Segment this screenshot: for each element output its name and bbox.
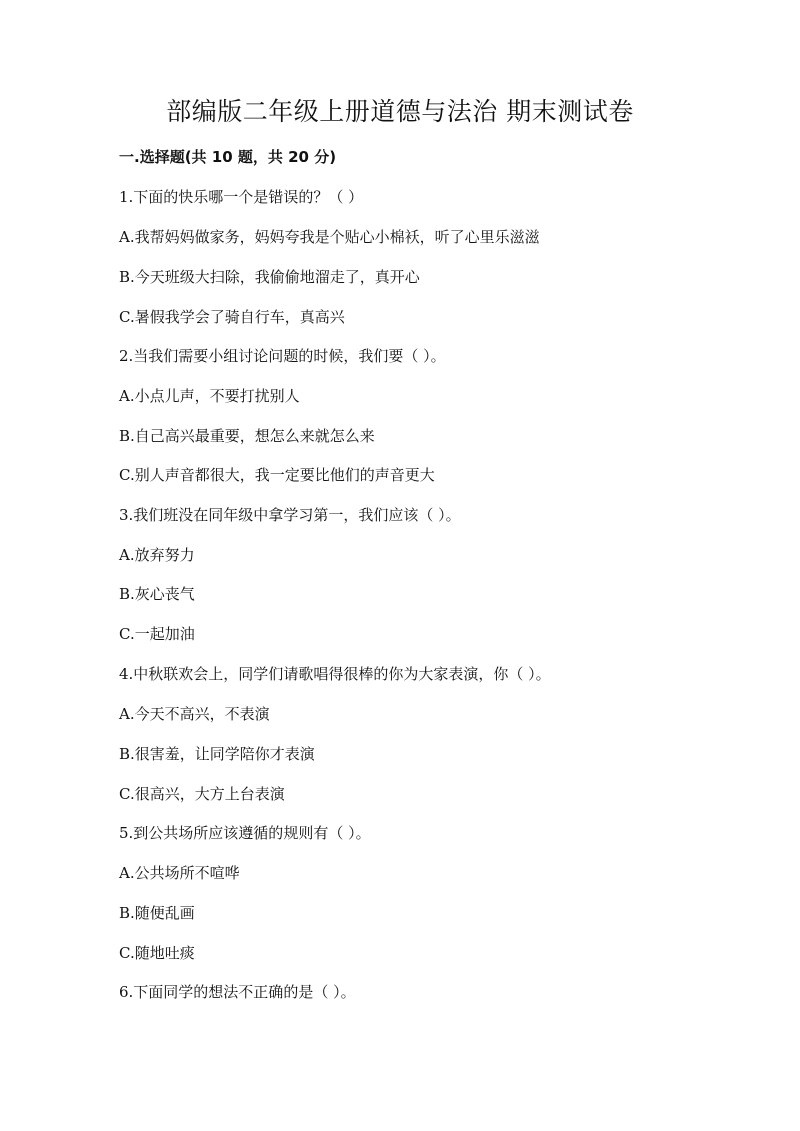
page-title: 部编版二年级上册道德与法治 期末测试卷 [166,97,634,126]
question-1-option-c: C.暑假我学会了骑自行车，真高兴 [119,308,345,326]
question-2-option-a: A.小点儿声，不要打扰别人 [119,387,300,405]
question-4-option-a: A.今天不高兴，不表演 [119,705,270,723]
question-2-option-c: C.别人声音都很大，我一定要比他们的声音更大 [119,466,435,484]
question-4-option-c: C.很高兴，大方上台表演 [119,785,285,803]
question-2-stem: 2.当我们需要小组讨论问题的时候，我们要（ ）。 [119,347,446,365]
question-5-stem: 5.到公共场所应该遵循的规则有（ ）。 [119,824,371,842]
question-4-stem: 4.中秋联欢会上，同学们请歌唱得很棒的你为大家表演，你（ ）。 [119,665,551,683]
question-3-stem: 3.我们班没在同年级中拿学习第一，我们应该（ ）。 [119,506,461,524]
question-1-option-b: B.今天班级大扫除，我偷偷地溜走了，真开心 [119,268,420,286]
question-2-option-b: B.自己高兴最重要，想怎么来就怎么来 [119,427,375,445]
question-3-option-c: C.一起加油 [119,625,195,643]
question-5-option-b: B.随便乱画 [119,904,195,922]
question-4-option-b: B.很害羞，让同学陪你才表演 [119,745,315,763]
question-6-stem: 6.下面同学的想法不正确的是（ ）。 [119,983,356,1001]
question-3-option-b: B.灰心丧气 [119,585,195,603]
section-heading: 一.选择题(共 10 题，共 20 分) [119,148,337,166]
question-5-option-a: A.公共场所不喧哗 [119,864,240,882]
question-5-option-c: C.随地吐痰 [119,944,195,962]
question-1-stem: 1.下面的快乐哪一个是错误的？（ ） [119,188,364,206]
question-1-option-a: A.我帮妈妈做家务，妈妈夸我是个贴心小棉袄，听了心里乐滋滋 [119,228,540,246]
question-3-option-a: A.放弃努力 [119,546,195,564]
